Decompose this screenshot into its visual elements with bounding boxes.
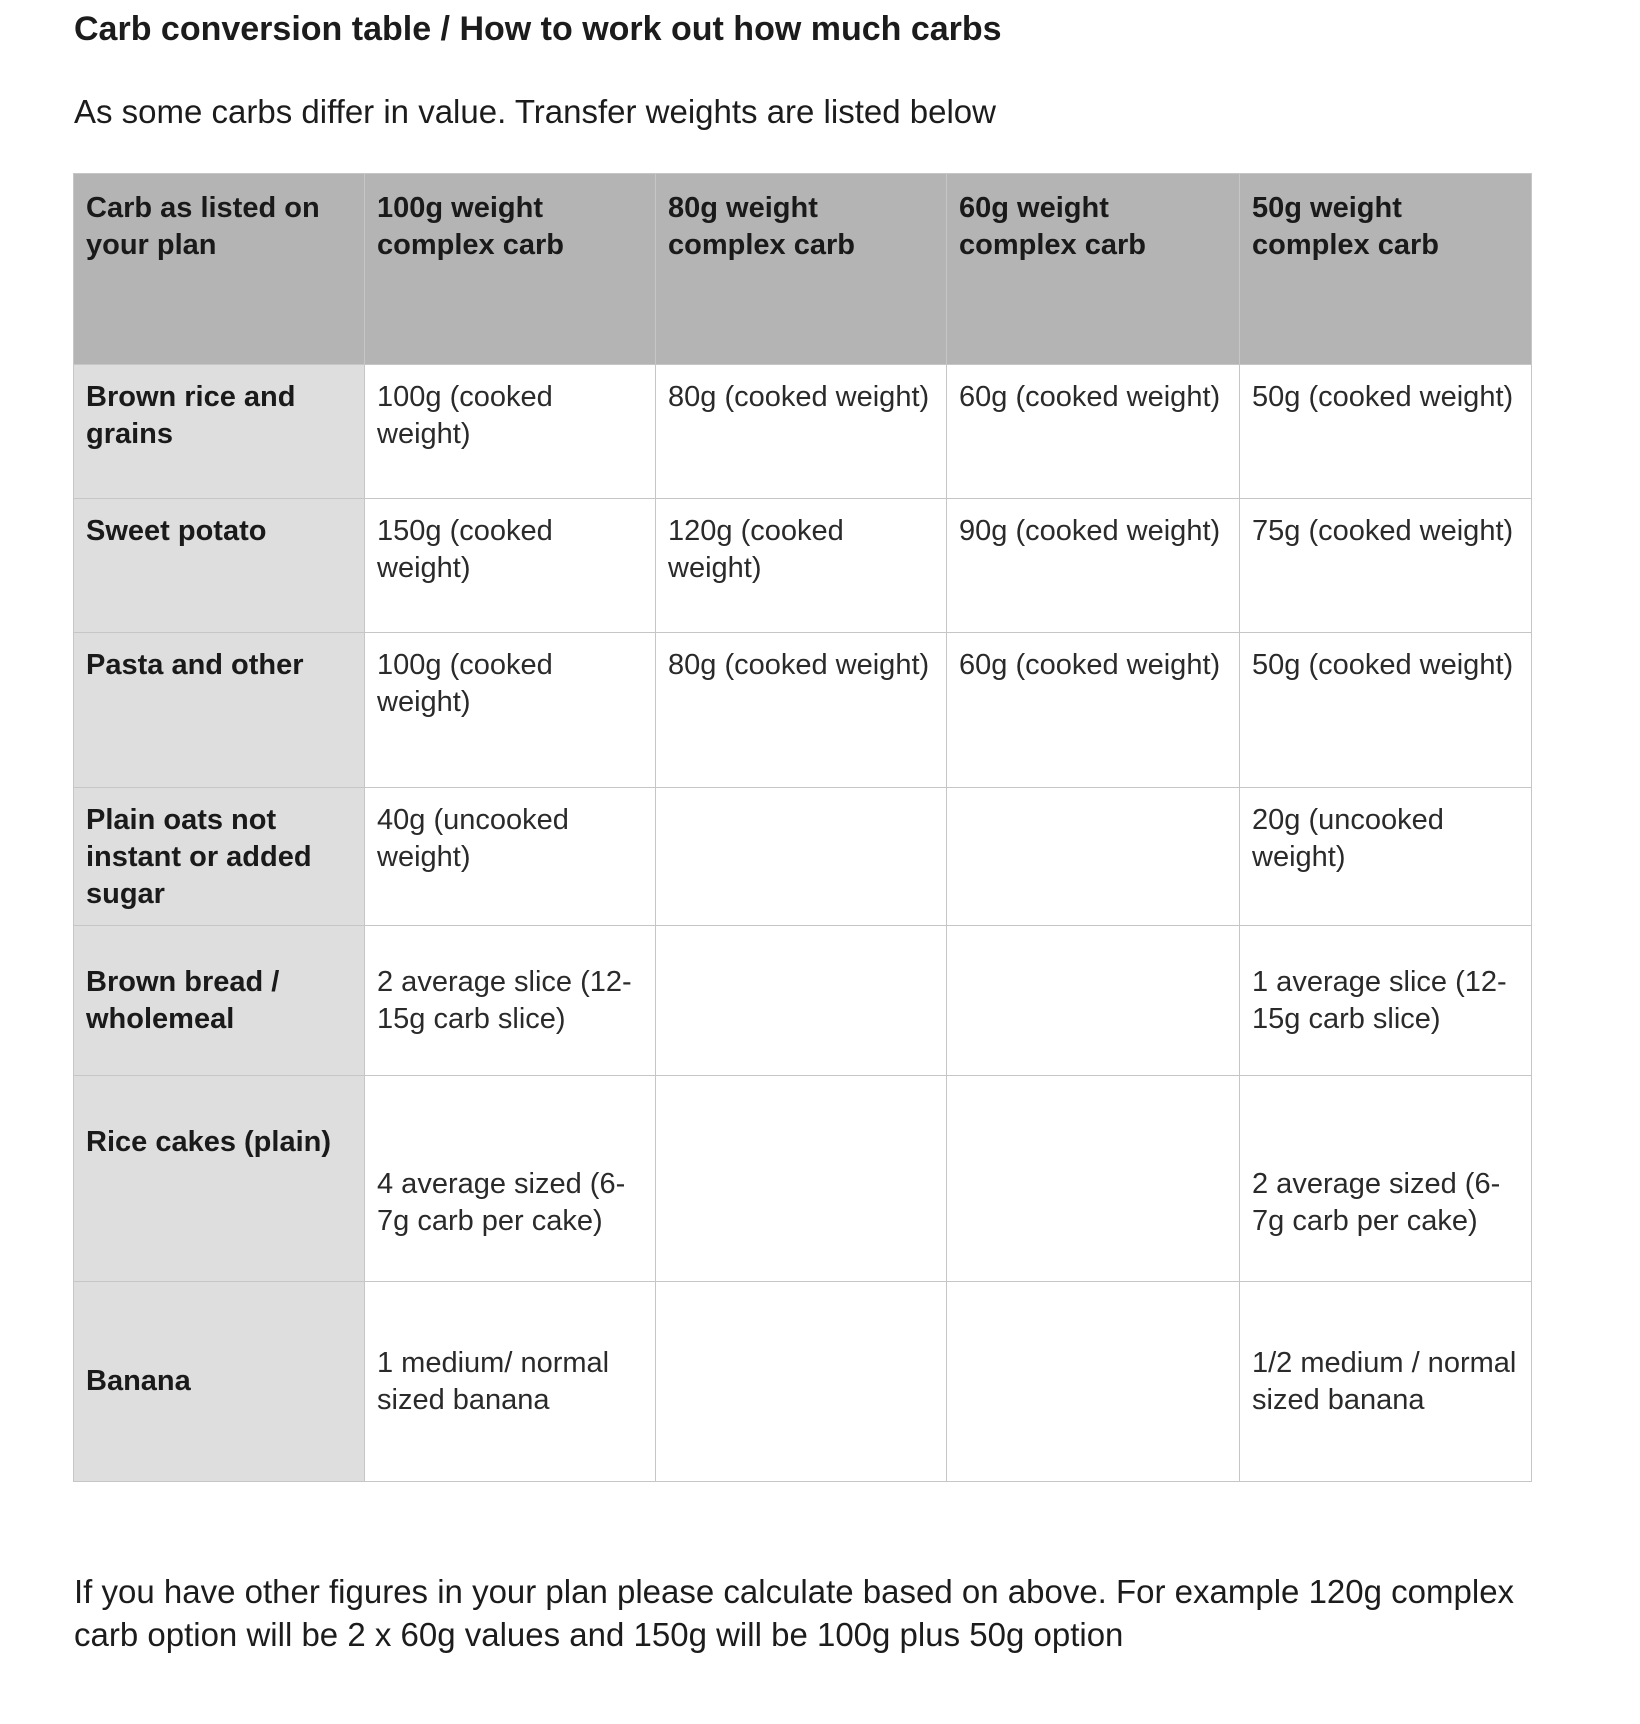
table-row: [74, 1282, 1532, 1482]
table-cell: [947, 1076, 1240, 1282]
row-label: Sweet potato: [74, 499, 365, 633]
table-cell: 4 average sized (6-7g carb per cake): [365, 1076, 656, 1282]
table-row: [74, 365, 1532, 499]
table-cell: [656, 788, 947, 926]
table-cell: 40g (uncooked weight): [365, 788, 656, 926]
header-80g: 80g weight complex carb: [656, 174, 947, 365]
row-label: Brown rice and grains: [74, 365, 365, 499]
header-100g: 100g weight complex carb: [365, 174, 656, 365]
table-cell: 2 average sized (6-7g carb per cake): [1240, 1076, 1532, 1282]
footer-note: If you have other figures in your plan please calculate based on above. For example 120g complex carb option will be 2 x 60g values and 150g will be 100g plus 50g option: [74, 1573, 1515, 1653]
page-subtitle: As some carbs differ in value. Transfer weights are listed below: [74, 93, 996, 130]
row-label: Banana: [74, 1282, 365, 1482]
header-row: [74, 174, 1532, 365]
table-row: [74, 788, 1532, 926]
table-cell: 1/2 medium / normal sized banana: [1240, 1282, 1532, 1482]
table-row: [74, 499, 1532, 633]
table-cell: 100g (cooked weight): [365, 365, 656, 499]
table-cell: 50g (cooked weight): [1240, 633, 1532, 788]
carb-conversion-table: [73, 173, 1532, 1482]
table-cell: 1 average slice (12-15g carb slice): [1240, 926, 1532, 1076]
header-60g: 60g weight complex carb: [947, 174, 1240, 365]
table-cell: 90g (cooked weight): [947, 499, 1240, 633]
table-cell: [947, 788, 1240, 926]
row-label: Pasta and other: [74, 633, 365, 788]
table-cell: [947, 926, 1240, 1076]
table-cell: [656, 1076, 947, 1282]
header-50g: 50g weight complex carb: [1240, 174, 1532, 365]
table-row: [74, 926, 1532, 1076]
page-title: Carb conversion table / How to work out how much carbs: [74, 10, 1002, 48]
table-cell: 80g (cooked weight): [656, 365, 947, 499]
header-carb-as-listed: Carb as listed on your plan: [74, 174, 365, 365]
table-cell: [947, 1282, 1240, 1482]
table-cell: 80g (cooked weight): [656, 633, 947, 788]
table-cell: 120g (cooked weight): [656, 499, 947, 633]
row-label: Plain oats not instant or added sugar: [74, 788, 365, 926]
table-cell: 60g (cooked weight): [947, 633, 1240, 788]
table-cell: 1 medium/ normal sized banana: [365, 1282, 656, 1482]
table-cell: 150g (cooked weight): [365, 499, 656, 633]
row-label: Brown bread / wholemeal: [74, 926, 365, 1076]
table-cell: [656, 926, 947, 1076]
table-row: [74, 1076, 1532, 1282]
table-cell: [656, 1282, 947, 1482]
table-cell: 20g (uncooked weight): [1240, 788, 1532, 926]
row-label: Rice cakes (plain): [74, 1076, 365, 1282]
table-row: [74, 633, 1532, 788]
table-cell: 100g (cooked weight): [365, 633, 656, 788]
table-cell: 2 average slice (12-15g carb slice): [365, 926, 656, 1076]
table-cell: 60g (cooked weight): [947, 365, 1240, 499]
table-cell: 75g (cooked weight): [1240, 499, 1532, 633]
table-cell: 50g (cooked weight): [1240, 365, 1532, 499]
